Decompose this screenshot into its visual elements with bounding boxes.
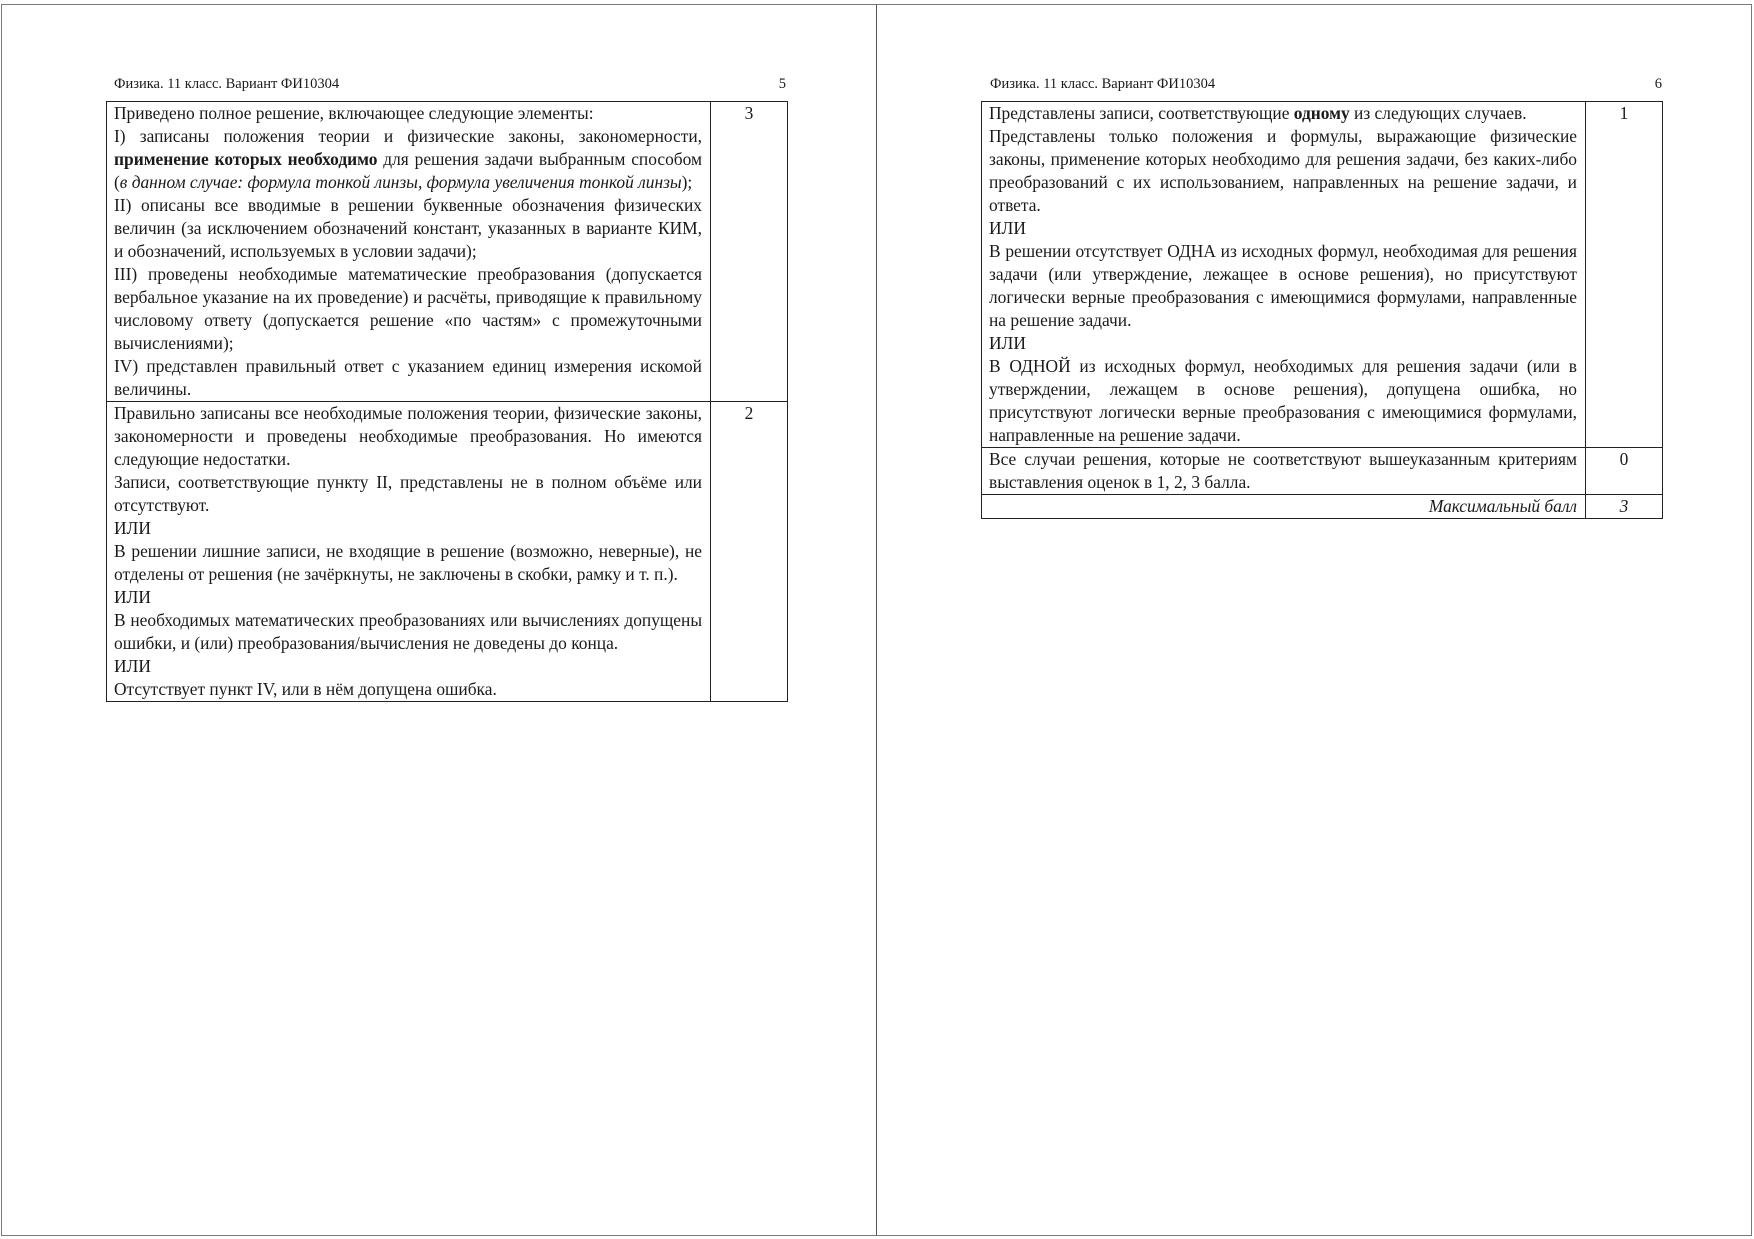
criteria-item-2: II) описаны все вводимые в решении буквенные обозначения физических величин (за исключением обозначений констант, указанных в варианте КИМ, и обозначений, используемых в условии задачи); (114, 195, 702, 261)
page-left (1, 4, 877, 1236)
or-separator: ИЛИ (114, 587, 151, 607)
or-separator: ИЛИ (114, 656, 151, 676)
criteria-paragraph: Представлены записи, соответствующие одному из следующих случаев. (989, 103, 1527, 123)
criteria-row-1 (982, 102, 1663, 448)
criteria-paragraph: Записи, соответствующие пункту II, представлены не в полном объёме или отсутствуют. (114, 472, 702, 515)
criteria-paragraph: В ОДНОЙ из исходных формул, необходимых для решения задачи (или в утверждении, лежащем в основе решения), допущена ошибка, но присутствуют логически верные преобразования с имеющимися формулами, направленные на решение задачи. (989, 356, 1577, 445)
criteria-text (982, 448, 1586, 495)
criteria-paragraph: В решении лишние записи, не входящие в решение (возможно, неверные), не отделены от решения (не зачёркнуты, не заключены в скобки, рамку и т. п.). (114, 541, 702, 584)
or-separator: ИЛИ (989, 218, 1026, 238)
criteria-row-2 (107, 402, 788, 702)
score-cell: 3 (711, 102, 788, 402)
criteria-paragraph: Представлены только положения и формулы, выражающие физические законы, применение которых необходимо для решения задачи, без каких-либо преобразований с их использованием, направленных на решение задачи, и ответа. (989, 126, 1577, 215)
criteria-item-3: III) проведены необходимые математические преобразования (допускается вербальное указание на их проведение) и расчёты, приводящие к правильному числовому ответу (допускается решение «по частям» с промежуточными вычислениями); (114, 264, 702, 353)
criteria-item-1: I) записаны положения теории и физические законы, закономерности, применение которых необходимо для решения задачи выбранным способом (в данном случае: формула тонкой линзы, формула увеличения тонкой линзы); (114, 126, 702, 192)
criteria-text (982, 102, 1586, 448)
criteria-intro: Приведено полное решение, включающее следующие элементы: (114, 103, 594, 123)
criteria-text (107, 102, 711, 402)
page-number: 6 (1654, 76, 1662, 92)
criteria-paragraph: В решении отсутствует ОДНА из исходных формул, необходимая для решения задачи (или утверждение, лежащее в основе решения), но присутствуют логически верные преобразования с имеющимися формулами, направленные на решение задачи. (989, 241, 1577, 330)
max-score-row (982, 495, 1663, 519)
criteria-table (981, 101, 1663, 519)
header-title: Физика. 11 класс. Вариант ФИ10304 (990, 76, 1216, 92)
or-separator: ИЛИ (989, 333, 1026, 353)
criteria-text (107, 402, 711, 702)
criteria-table (106, 101, 788, 702)
or-separator: ИЛИ (114, 518, 151, 538)
page-header (114, 75, 786, 93)
criteria-item-4: IV) представлен правильный ответ с указанием единиц измерения искомой величины. (114, 356, 702, 399)
max-score-value: 3 (1586, 495, 1663, 519)
criteria-paragraph: В необходимых математических преобразованиях или вычислениях допущены ошибки, и (или) преобразования/вычисления не доведены до конца. (114, 610, 702, 653)
page-right (876, 4, 1752, 1236)
score-cell: 1 (1586, 102, 1663, 448)
criteria-paragraph: Все случаи решения, которые не соответствуют вышеуказанным критериям выставления оценок в 1, 2, 3 балла. (989, 449, 1577, 492)
score-cell: 2 (711, 402, 788, 702)
criteria-paragraph: Правильно записаны все необходимые положения теории, физические законы, закономерности и проведены необходимые преобразования. Но имеются следующие недостатки. (114, 403, 702, 469)
criteria-row-0 (982, 448, 1663, 495)
header-title: Физика. 11 класс. Вариант ФИ10304 (114, 76, 340, 92)
max-score-label: Максимальный балл (982, 495, 1586, 519)
criteria-row-3 (107, 102, 788, 402)
page-header (990, 75, 1662, 93)
score-cell: 0 (1586, 448, 1663, 495)
page-number: 5 (778, 76, 786, 92)
criteria-paragraph: Отсутствует пункт IV, или в нём допущена ошибка. (114, 679, 497, 699)
